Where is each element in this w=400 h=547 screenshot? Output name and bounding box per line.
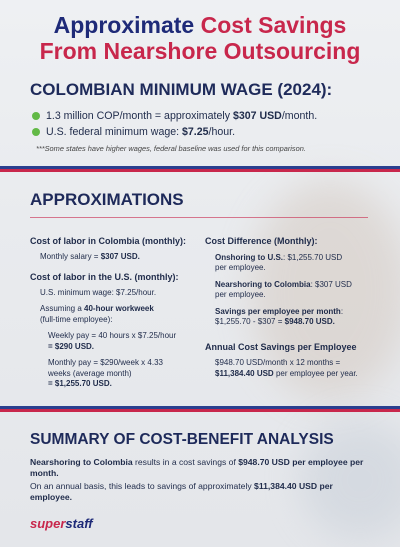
bullet-dot-icon — [32, 112, 40, 120]
divider-band — [0, 409, 400, 412]
bullet-us: U.S. federal minimum wage: $7.25/hour. — [32, 124, 317, 140]
summary-paragraph-1: Nearshoring to Colombia results in a cost savings of $948.70 USD per employee per month. — [30, 457, 364, 478]
divider-band — [0, 169, 400, 172]
left-column: Cost of labor in Colombia (monthly): Monthly salary = $307 USD. Cost of labor in the U.S. (monthly): U.S. minimum wage: $7.25/hour. Assuming a 40-hour workweek (full-time employee): Weekly pay = 40 hours x $7.25/hour = $290 USD. Monthly pay = $290/week x 4.33 weeks (average month) = $1,255.70 USD. — [30, 236, 186, 388]
bullet-colombia: 1.3 million COP/month = approximately $307 USD/month. — [32, 108, 317, 124]
summary-paragraph-2: On an annual basis, this leads to savings of approximately $11,384.40 USD per employee. — [30, 481, 333, 502]
section-rule — [30, 217, 368, 218]
footnote: ***Some states have higher wages, federal baseline was used for this comparison. — [36, 144, 306, 153]
page-title: Approximate Cost Savings From Nearshore Outsourcing — [39, 12, 361, 64]
superstaff-logo: superstaff — [30, 516, 93, 531]
approximations-heading: APPROXIMATIONS — [30, 190, 184, 209]
wage-heading: COLOMBIAN MINIMUM WAGE (2024): — [30, 80, 333, 99]
wage-bullets — [32, 108, 317, 140]
bullet-dot-icon — [32, 128, 40, 136]
right-column: Cost Difference (Monthly): Onshoring to U.S.: $1,255.70 USD per employee. Nearshoring to Colombia: $307 USD per employee. Savings per employee per month: $1,255.70 - $307 = $948.70 USD. Annual Cost Savings per Employee $948.70 USD/month x 12 months = $11,384.40 USD per employee per year. — [205, 236, 358, 378]
summary-heading: SUMMARY OF COST-BENEFIT ANALYSIS — [30, 431, 334, 448]
